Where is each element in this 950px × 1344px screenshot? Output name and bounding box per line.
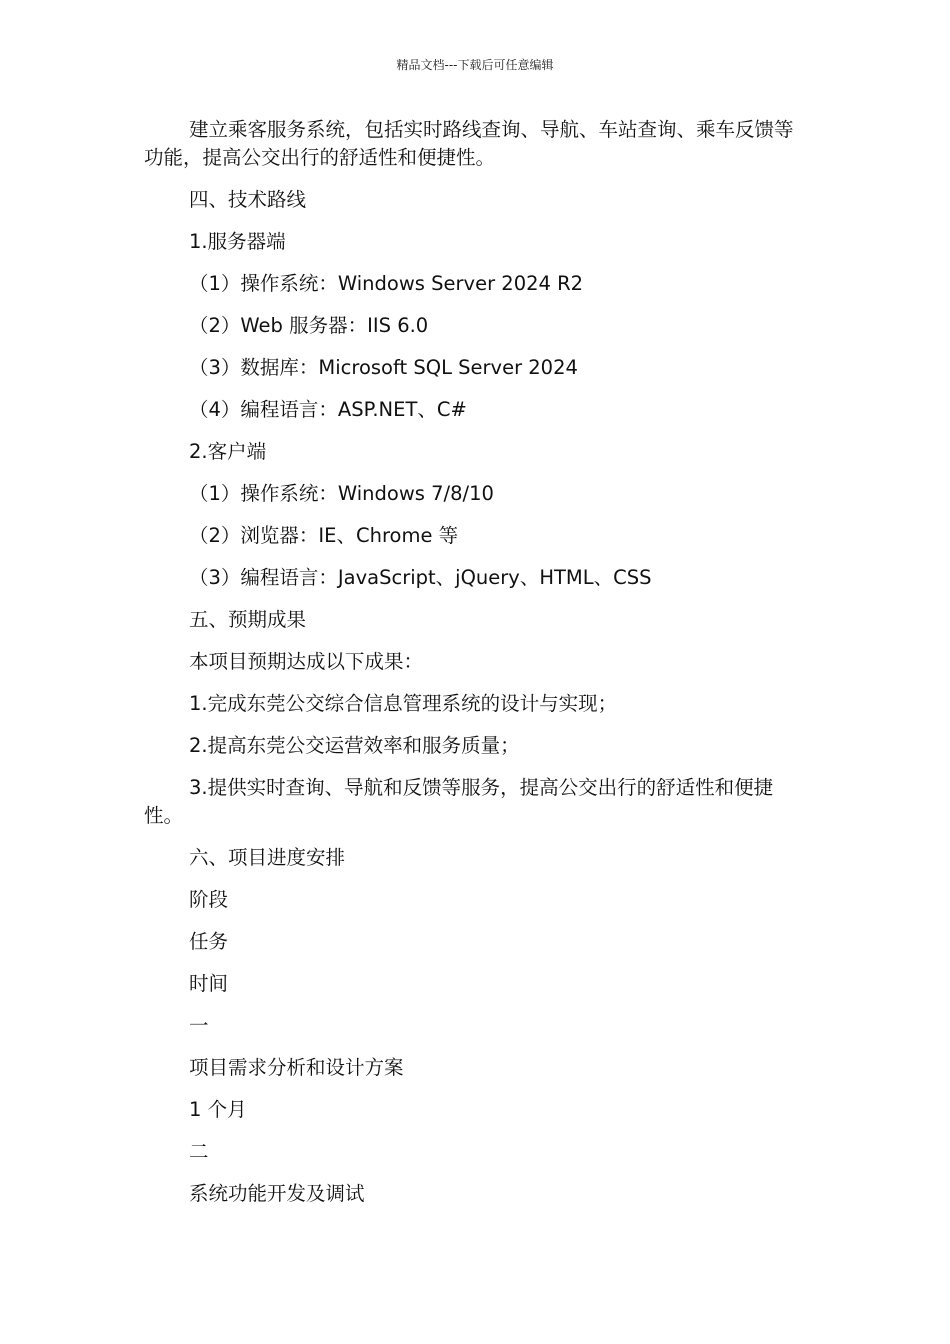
list-item-client-language: （3）编程语言：JavaScript、jQuery、HTML、CSS bbox=[189, 566, 652, 589]
section-heading-tech-route: 四、技术路线 bbox=[189, 188, 307, 211]
list-item-result-3: 3.提供实时查询、导航和反馈等服务，提高公交出行的舒适性和便捷性。 bbox=[144, 776, 774, 827]
section-heading-schedule: 六、项目进度安排 bbox=[189, 846, 346, 869]
table-header-time: 时间 bbox=[189, 972, 229, 995]
table-cell-task-2: 系统功能开发及调试 bbox=[189, 1182, 365, 1205]
list-item-server-os: （1）操作系统：Windows Server 2024 R2 bbox=[189, 272, 584, 295]
document-body bbox=[144, 116, 794, 1208]
list-item-web-server: （2）Web 服务器：IIS 6.0 bbox=[189, 314, 429, 337]
list-item-result-2: 2.提高东莞公交运营效率和服务质量； bbox=[189, 734, 520, 757]
list-item-browser: （2）浏览器：IE、Chrome 等 bbox=[189, 524, 459, 547]
paragraph-results-intro: 本项目预期达成以下成果： bbox=[189, 650, 424, 673]
list-item-database: （3）数据库：Microsoft SQL Server 2024 bbox=[189, 356, 578, 379]
page-header: 精品文档---下载后可任意编辑 bbox=[396, 58, 554, 72]
table-header-stage: 阶段 bbox=[189, 888, 229, 911]
list-item-server-language: （4）编程语言：ASP.NET、C# bbox=[189, 398, 467, 421]
subheading-server: 1.服务器端 bbox=[189, 230, 286, 253]
list-item-client-os: （1）操作系统：Windows 7/8/10 bbox=[189, 482, 494, 505]
table-cell-task-1: 项目需求分析和设计方案 bbox=[189, 1056, 404, 1079]
table-cell-stage-1: 一 bbox=[189, 1014, 209, 1037]
paragraph-passenger-service: 建立乘客服务系统，包括实时路线查询、导航、车站查询、乘车反馈等功能，提高公交出行的舒适性和便捷性。 bbox=[144, 118, 794, 169]
section-heading-expected-results: 五、预期成果 bbox=[189, 608, 307, 631]
list-item-result-1: 1.完成东莞公交综合信息管理系统的设计与实现； bbox=[189, 692, 618, 715]
table-cell-time-1: 1 个月 bbox=[189, 1098, 247, 1121]
subheading-client: 2.客户端 bbox=[189, 440, 267, 463]
table-header-task: 任务 bbox=[189, 930, 229, 953]
table-cell-stage-2: 二 bbox=[189, 1140, 209, 1163]
